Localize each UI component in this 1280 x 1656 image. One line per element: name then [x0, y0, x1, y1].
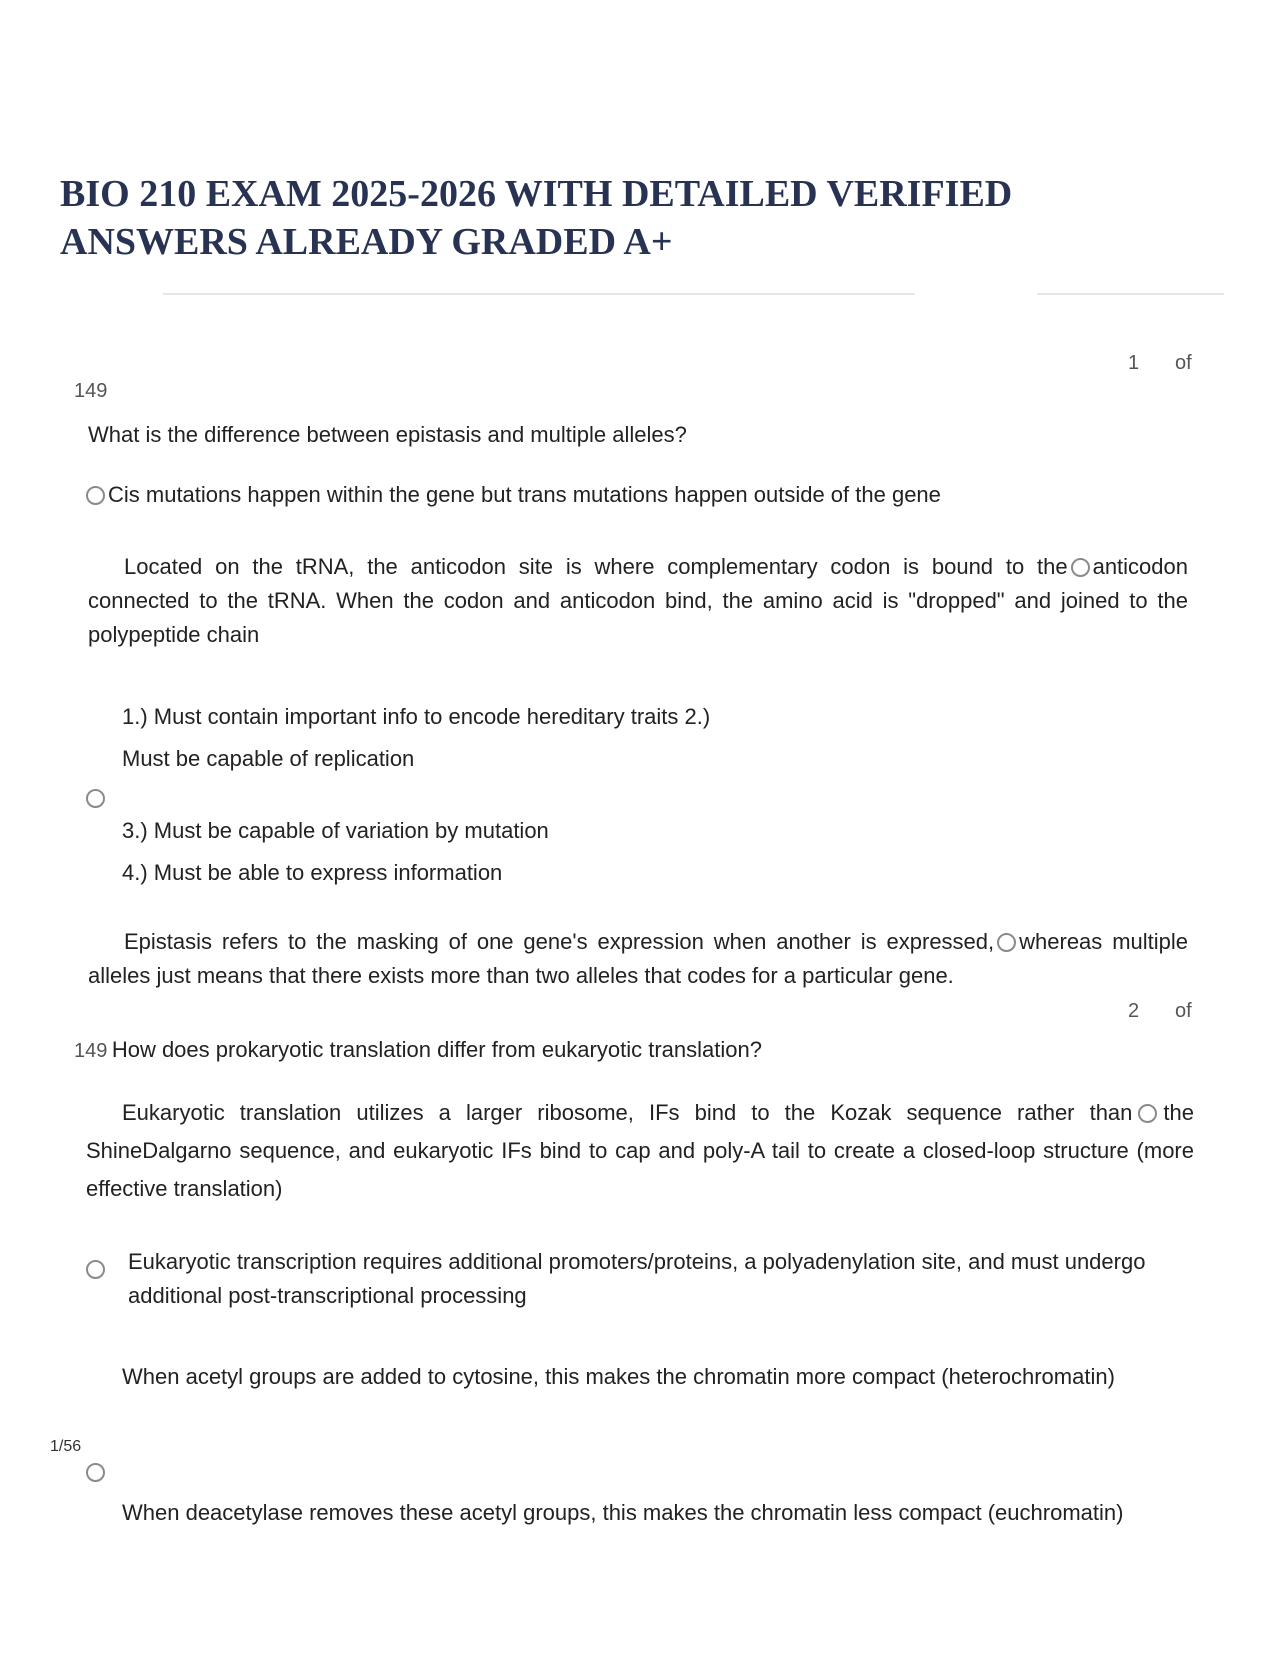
title-divider-right — [1037, 293, 1224, 295]
radio-button-icon[interactable] — [1138, 1104, 1157, 1123]
option-d-text-start: Epistasis refers to the masking of one gene's expression when another is expressed, — [124, 929, 995, 954]
question-2-number: 2 — [1128, 1000, 1140, 1022]
question-1-option-a[interactable] — [86, 478, 941, 512]
question-1-option-c-line-4: 4.) Must be able to express information — [122, 860, 503, 885]
question-1-option-b[interactable] — [88, 550, 1188, 652]
question-2-of: of — [1175, 1000, 1192, 1022]
question-2-option-c-radio-icon[interactable] — [86, 1463, 105, 1482]
question-1-option-c-line-1: 1.) Must contain important info to encode hereditary traits 2.) — [122, 704, 711, 729]
question-1-text: What is the difference between epistasis and multiple alleles? — [88, 422, 687, 447]
option-b-text-start: Located on the tRNA, the anticodon site is where complementary codon is bound to the — [124, 554, 1068, 579]
option-a-text-start: Eukaryotic translation utilizes a larger ribosome, IFs bind to the Kozak sequence rather than — [122, 1100, 1133, 1125]
radio-button-icon[interactable] — [1071, 558, 1090, 577]
question-1-option-c-line-2: Must be capable of replication — [122, 746, 415, 771]
question-2-option-a[interactable] — [86, 1094, 1194, 1208]
question-1-option-c-line-3: 3.) Must be capable of variation by mutation — [122, 818, 549, 843]
question-2-option-b-radio-icon[interactable] — [86, 1260, 105, 1279]
radio-button-icon[interactable] — [86, 486, 105, 505]
question-2-text: How does prokaryotic translation differ from eukaryotic translation? — [111, 1037, 762, 1062]
question-1-option-c-radio-icon[interactable] — [86, 789, 105, 808]
option-d-text-end: whereas multiple alleles just means that there exists more than two alleles that codes for a particular gene. — [88, 929, 1188, 988]
radio-button-icon[interactable] — [997, 933, 1016, 952]
question-1-option-d[interactable] — [88, 925, 1188, 993]
document-title: BIO 210 EXAM 2025-2026 WITH DETAILED VERIFIED ANSWERS ALREADY GRADED A+ — [60, 173, 1013, 263]
option-a-text: Cis mutations happen within the gene but trans mutations happen outside of the gene — [108, 482, 941, 507]
question-2-option-b-text: Eukaryotic transcription requires additional promoters/proteins, a polyadenylation site, and must undergo additional post-transcriptional processing — [128, 1249, 1146, 1308]
question-2-option-c-line-2: When deacetylase removes these acetyl groups, this makes the chromatin less compact (euchromatin) — [122, 1500, 1124, 1525]
question-2-option-c-line-1: When acetyl groups are added to cytosine, this makes the chromatin more compact (heterochromatin) — [122, 1364, 1115, 1389]
question-2-header — [74, 1037, 762, 1063]
question-1-number: 1 — [1128, 352, 1140, 374]
title-divider-left — [163, 293, 915, 295]
question-1-total: 149 — [74, 380, 108, 402]
option-a-text-end: the ShineDalgarno sequence, and eukaryotic IFs bind to cap and poly-A tail to create a closed-loop structure (more effective translation) — [86, 1100, 1194, 1201]
question-2-total: 149 — [74, 1040, 108, 1062]
option-b-text-end: anticodon connected to the tRNA. When the codon and anticodon bind, the amino acid is "dropped" and joined to the polypeptide chain — [88, 554, 1188, 647]
question-1-of: of — [1175, 352, 1192, 374]
page-indicator: 1/56 — [50, 1438, 82, 1455]
